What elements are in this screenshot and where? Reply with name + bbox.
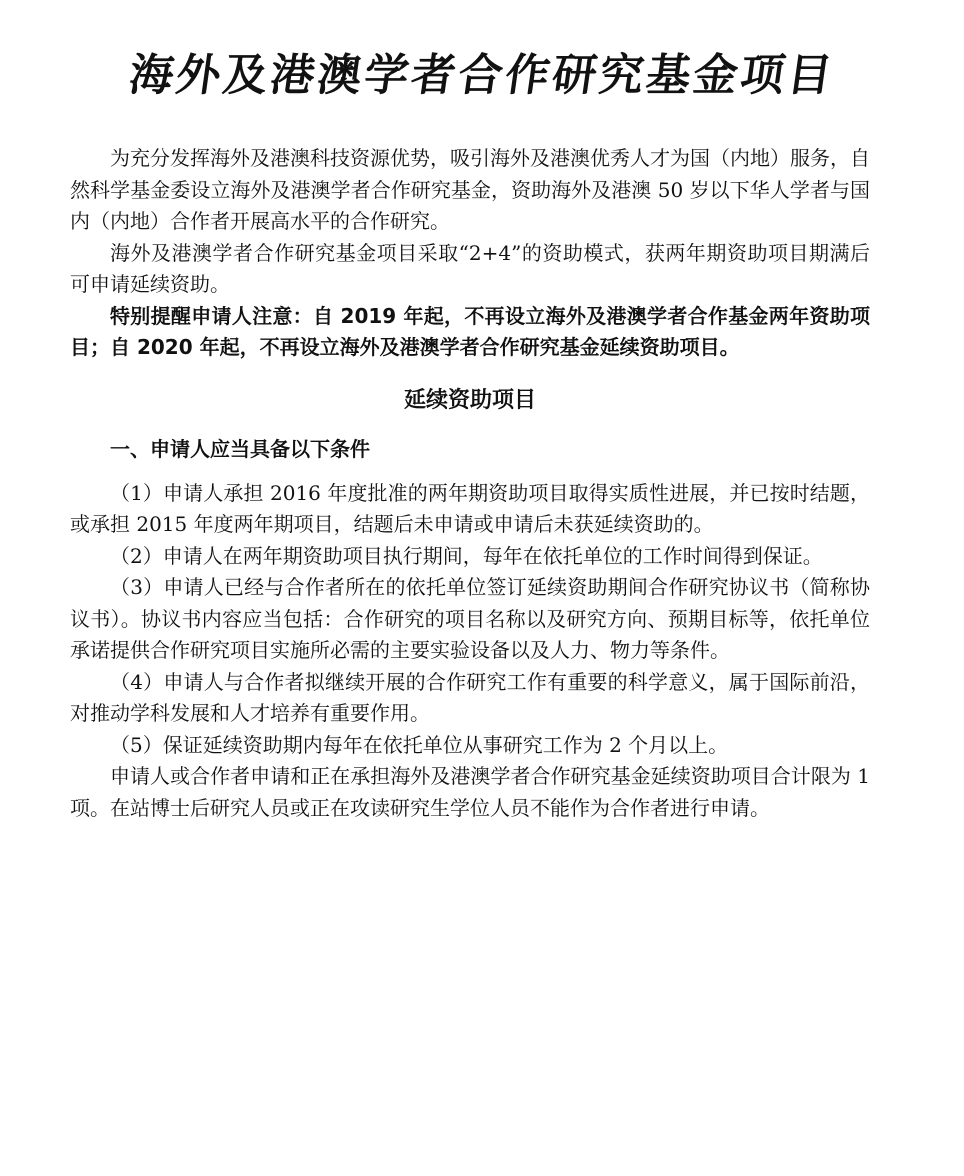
condition-item: （4）申请人与合作者拟继续开展的合作研究工作有重要的科学意义，属于国际前沿，对推动学科发展和人才培养有重要作用。 [70,669,870,725]
notice-paragraph: 特别提醒申请人注意：自 2019 年起，不再设立海外及港澳学者合作基金两年资助项目；自 2020 年起，不再设立海外及港澳学者合作研究基金延续资助项目。 [70,303,870,359]
section-heading: 一、申请人应当具备以下条件 [110,436,370,461]
closing-paragraph: 申请人或合作者申请和正在承担海外及港澳学者合作研究基金延续资助项目合计限为 1 项。在站博士后研究人员或正在攻读研究生学位人员不能作为合作者进行申请。 [70,764,870,820]
condition-item: （1）申请人承担 2016 年度批准的两年期资助项目取得实质性进展，并已按时结题，或承担 2015 年度两年期项目，结题后未申请或申请后未获延续资助的。 [70,480,870,536]
conditions-list [70,478,870,762]
condition-item: （2）申请人在两年期资助项目执行期间，每年在依托单位的工作时间得到保证。 [110,543,823,568]
intro-paragraph-1: 为充分发挥海外及港澳科技资源优势，吸引海外及港澳优秀人才为国（内地）服务，自然科学基金委设立海外及港澳学者合作研究基金，资助海外及港澳 50 岁以下华人学者与国内（内地）合作者开展高水平的合作研究。 [70,146,870,233]
document-title: 海外及港澳学者合作研究基金项目 [125,50,839,101]
section-subtitle: 延续资助项目 [403,387,536,413]
intro-paragraph-2: 海外及港澳学者合作研究基金项目采取“2+4”的资助模式，获两年期资助项目期满后可申请延续资助。 [70,240,870,296]
condition-item: （5）保证延续资助期内每年在依托单位从事研究工作为 2 个月以上。 [110,732,729,757]
condition-item: （3）申请人已经与合作者所在的依托单位签订延续资助期间合作研究协议书（简称协议书）。协议书内容应当包括：合作研究的项目名称以及研究方向、预期目标等，依托单位承诺提供合作研究项目实施所必需的主要实验设备以及人力、物力等条件。 [70,575,870,662]
document-body [70,143,870,824]
